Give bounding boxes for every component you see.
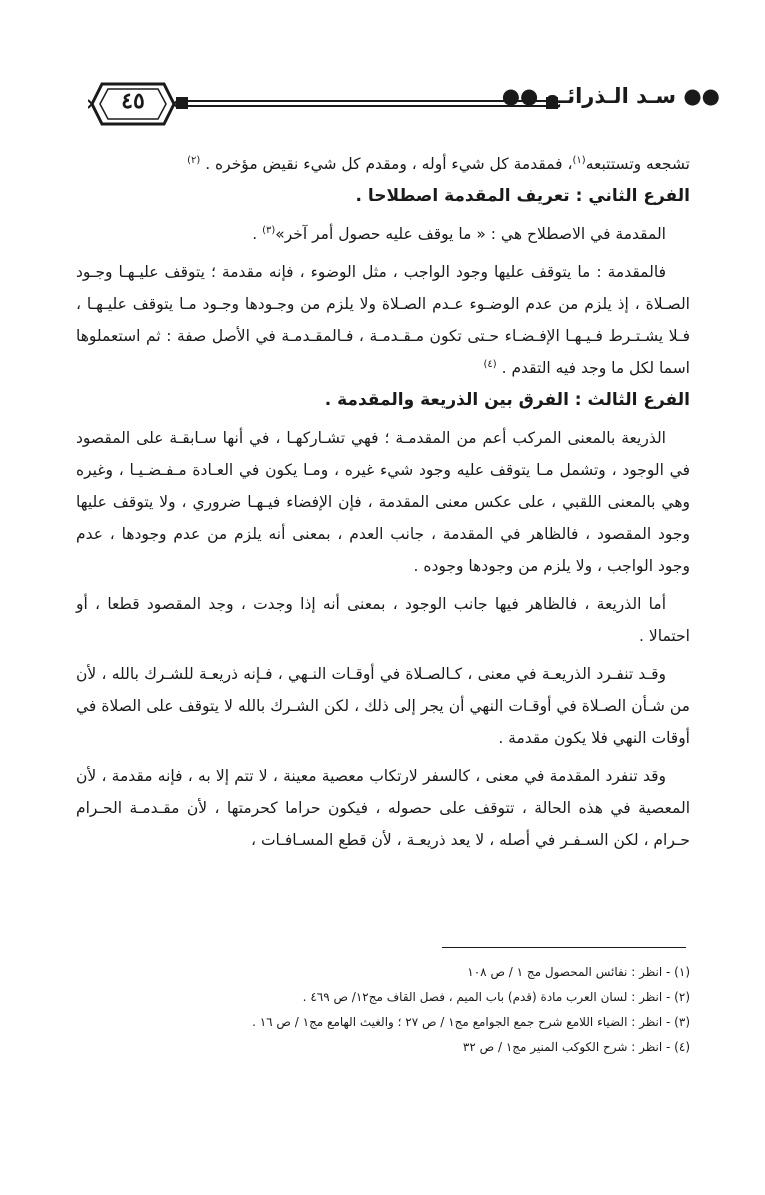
page-number: ٤٥ [121, 88, 145, 114]
footnote-separator [442, 947, 686, 948]
paragraph: تشجعه وتستتبعه$^{(١)}$، فمقدمة كل شيء أوله ، ومقدم كل شيء نقيض مؤخره . $^{(٢)}$ [187, 154, 690, 173]
footnote: (١) - انظر : نفائس المحصول مج ١ / ص ١٠٨ [467, 965, 690, 979]
footnote-ref: (٣) [262, 224, 276, 236]
page-number-medallion [88, 80, 178, 128]
footnote: (٢) - انظر : لسان العرب مادة (قدم) باب الميم ، فصل القاف مج١٢/ ص ٤٦٩ . [302, 990, 690, 1004]
section-heading: الفرع الثالث : الفرق بين الذريعة والمقدمة . [324, 390, 690, 410]
rule-end-square [176, 97, 188, 109]
footnote: (٤) - انظر : شرح الكوكب المنير مج١ / ص ٣٢ [462, 1040, 690, 1054]
paragraph: الذريعة بالمعنى المركب أعم من المقدمـة ؛ فهي تشـاركهـا ، في أنها سـابقـة على المقصود في الوجود ، وتشمل مـا يتوقف عليه وجود شيء غيره ، ومـا يكون في العـادة مـفـضـيـا ، وغيره وهي بالمعنى اللقبي ، على عكس معنى المقدمة ، فإن الإفضاء فيـهـا ضروري ، ولا يتوقف عليها وجود المقصود ، فالظاهر في المقدمة ، جانب العدم ، بمعنى أنه يلزم من عدم وجودها ، عدم وجود الواجب ، ولا يلزم من وجودها وجوده . [76, 429, 690, 575]
paragraph: وقد تنفرد المقدمة في معنى ، كالسفر لارتكاب معصية معينة ، لا تتم إلا به ، فإنه مقدمة ، لأن المعصية في هذه الحالة ، تتوقف على حصوله ، فيكون حراما كحرمتها ، لأن مقـدمـة الحـرام حـرام ، لكن السـفـر في أصله ، لا يعد ذريعـة ، لأن قطع المسـافـات ، [76, 767, 690, 849]
paragraph: وقـد تنفـرد الذريعـة في معنى ، كـالصـلاة في أوقـات النـهي ، فـإنه ذريعـة للشـرك بالله ، لأن من شـأن الصـلاة في أوقـات النهي أن يجر إلى ذلك ، لكن الشـرك بالله لا يتوقف على الصلاة في أوقات النهي فلا يكون مقدمة . [76, 665, 690, 747]
page-header [80, 80, 720, 130]
paragraph: أما الذريعة ، فالظاهر فيها جانب الوجود ، بمعنى أنه إذا وجدت ، وجد المقصود قطعا ، أو احتمالا . [76, 595, 690, 645]
running-head: ●● سـد الـذرائـع ●● [501, 84, 720, 108]
footnote-ref: (٢) [187, 154, 201, 166]
paragraph: المقدمة في الاصطلاح هي : « ما يوقف عليه حصول أمر آخر»$^{(٣)}$ . [252, 224, 666, 243]
paragraph: فالمقدمة : ما يتوقف عليها وجود الواجب ، مثل الوضوء ، فإنه مقدمة ؛ يتوقف عليـهـا وجـود الصـلاة ، إذ يلزم من عدم الوضـوء عـدم الصـلاة ولا يلزم من وجـودها وجـود مـا يتوقف عليـهـا ، فـلا يشـتـرط فـيـهـا الإفـضـاء حـتى تكون مـقـدمـة ، فـالمقـدمـة في الأصل صفة : ثم استعملوها اسما لكل ما وجد فيه التقدم . $^{(٤)}$ [76, 263, 690, 377]
footnote-ref: (١) [572, 154, 586, 166]
main-text [76, 148, 690, 856]
section-heading: الفرع الثاني : تعريف المقدمة اصطلاحا . [355, 186, 690, 206]
footnote: (٣) - انظر : الضياء اللامع شرح جمع الجوامع مج١ / ص ٢٧ ؛ والغيث الهامع مج١ / ص ١٦ . [252, 1015, 690, 1029]
footnote-ref: (٤) [483, 358, 497, 370]
footnotes [150, 960, 690, 1060]
